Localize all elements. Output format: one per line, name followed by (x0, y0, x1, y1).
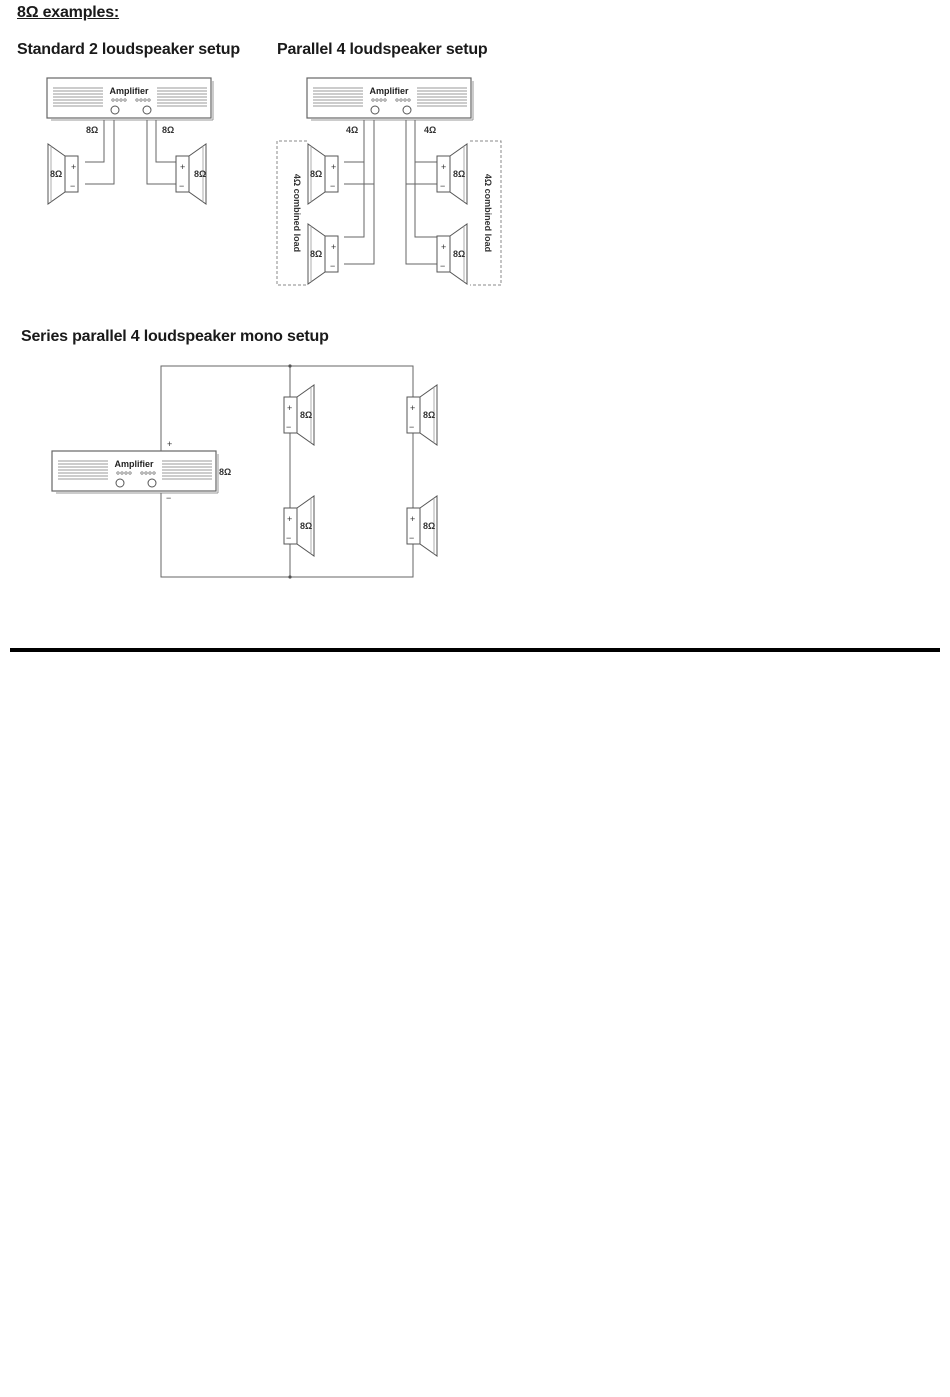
svg-text:−: − (330, 261, 336, 271)
svg-text:+: + (287, 514, 293, 524)
svg-text:−: − (409, 533, 415, 543)
output-impedance-label: 8Ω (219, 467, 232, 477)
svg-text:−: − (286, 533, 292, 543)
amplifier-icon (47, 78, 213, 120)
loudspeaker-icon (308, 144, 338, 204)
loudspeaker-icon (176, 144, 206, 204)
svg-text:8Ω: 8Ω (50, 169, 63, 179)
combined-load-label: 4Ω combined load (483, 173, 493, 253)
svg-text:+: + (441, 242, 447, 252)
loudspeaker-icon (437, 224, 467, 284)
svg-text:Amplifier: Amplifier (109, 86, 149, 96)
wiring-diagrams (0, 0, 950, 640)
svg-text:−: − (286, 422, 292, 432)
svg-text:8Ω: 8Ω (194, 169, 207, 179)
svg-text:+: + (410, 403, 416, 413)
positive-terminal-label: + (167, 439, 173, 449)
amplifier-icon (307, 78, 473, 120)
svg-text:Amplifier: Amplifier (369, 86, 409, 96)
loudspeaker-icon (284, 385, 314, 445)
svg-text:+: + (71, 162, 77, 172)
svg-text:8Ω: 8Ω (310, 169, 323, 179)
output-impedance-label: 4Ω (346, 125, 359, 135)
svg-text:−: − (179, 181, 185, 191)
negative-terminal-label: − (166, 493, 172, 503)
svg-text:8Ω: 8Ω (300, 410, 313, 420)
standard-setup-diagram (47, 78, 213, 204)
loudspeaker-icon (407, 385, 437, 445)
loudspeaker-icon (308, 224, 338, 284)
combined-load-label: 4Ω combined load (292, 173, 302, 253)
svg-text:−: − (440, 181, 446, 191)
svg-text:8Ω: 8Ω (453, 169, 466, 179)
parallel-setup-title: Parallel 4 loudspeaker setup (277, 41, 488, 58)
svg-text:+: + (180, 162, 186, 172)
output-impedance-label: 4Ω (424, 125, 437, 135)
loudspeaker-icon (284, 496, 314, 556)
svg-text:Amplifier: Amplifier (114, 459, 154, 469)
svg-text:+: + (287, 403, 293, 413)
svg-text:8Ω: 8Ω (310, 249, 323, 259)
output-impedance-label: 8Ω (162, 125, 175, 135)
series-parallel-setup-title: Series parallel 4 loudspeaker mono setup (21, 328, 329, 345)
svg-text:+: + (331, 242, 337, 252)
loudspeaker-icon (407, 496, 437, 556)
svg-text:−: − (330, 181, 336, 191)
svg-text:−: − (440, 261, 446, 271)
svg-text:8Ω: 8Ω (453, 249, 466, 259)
standard-setup-title: Standard 2 loudspeaker setup (17, 41, 240, 58)
section-title: 8Ω examples: (17, 4, 120, 21)
loudspeaker-icon (437, 144, 467, 204)
svg-text:8Ω: 8Ω (423, 410, 436, 420)
svg-text:−: − (70, 181, 76, 191)
svg-text:8Ω: 8Ω (423, 521, 436, 531)
loudspeaker-icon (48, 144, 78, 204)
svg-text:−: − (409, 422, 415, 432)
svg-text:8Ω: 8Ω (300, 521, 313, 531)
svg-text:+: + (331, 162, 337, 172)
amplifier-icon (52, 451, 218, 493)
horizontal-divider (10, 648, 940, 652)
output-impedance-label: 8Ω (86, 125, 99, 135)
series-parallel-setup-diagram (52, 364, 437, 578)
svg-text:+: + (441, 162, 447, 172)
parallel-setup-diagram (277, 78, 501, 285)
svg-text:+: + (410, 514, 416, 524)
